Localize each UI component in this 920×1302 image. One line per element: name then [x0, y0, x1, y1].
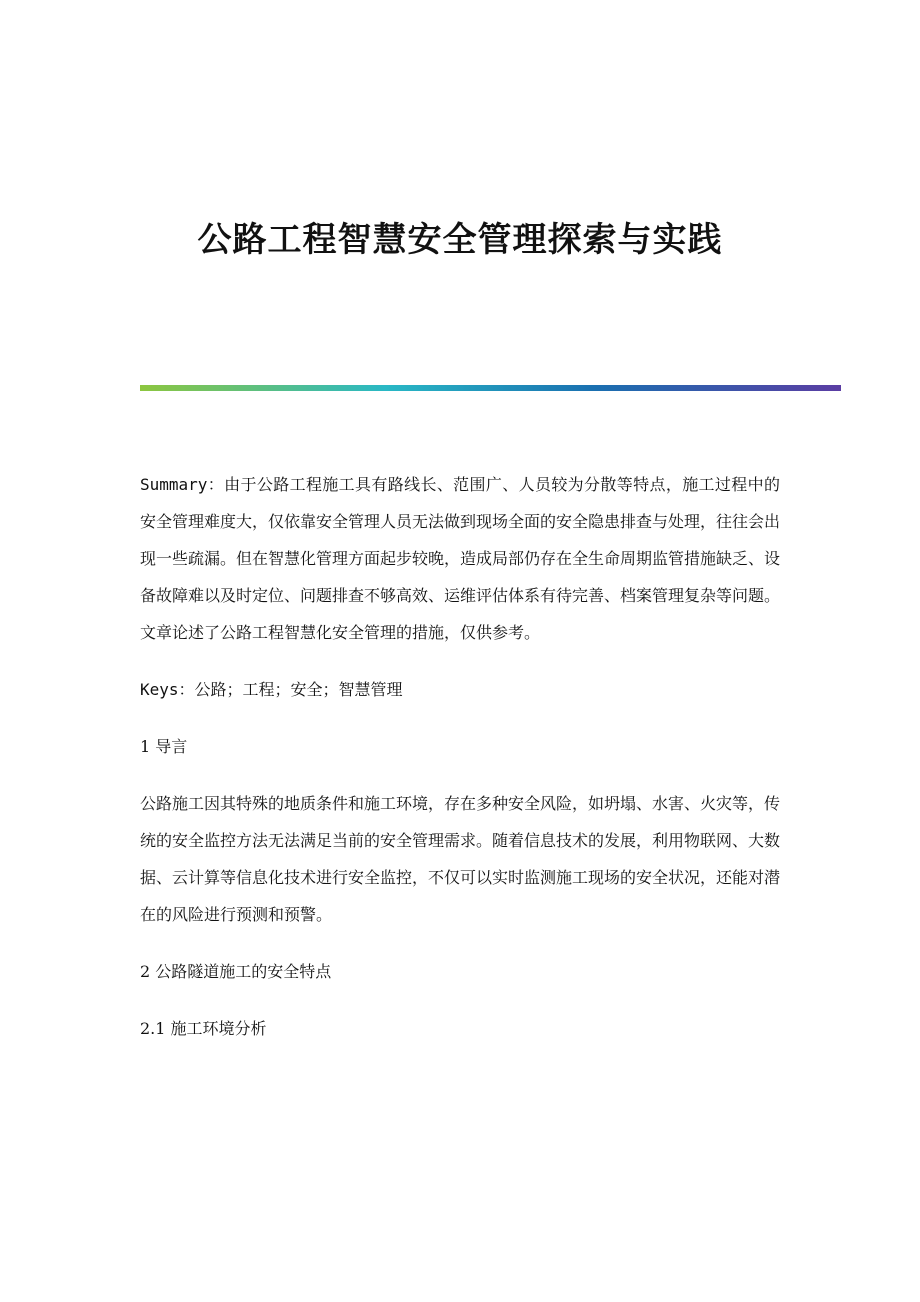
document-title: 公路工程智慧安全管理探索与实践	[197, 220, 723, 260]
section-2-1-heading: 2.1 施工环境分析	[140, 1019, 267, 1038]
keys-paragraph	[140, 671, 780, 708]
gradient-divider	[140, 385, 841, 391]
section-1-paragraph: 公路施工因其特殊的地质条件和施工环境，存在多种安全风险，如坍塌、水害、火灾等，传统的安全监控方法无法满足当前的安全管理需求。随着信息技术的发展，利用物联网、大数据、云计算等信息化技术进行安全监控，不仅可以实时监测施工现场的安全状况，还能对潜在的风险进行预测和预警。	[140, 794, 781, 924]
summary-text: 由于公路工程施工具有路线长、范围广、人员较为分散等特点，施工过程中的安全管理难度大，仅依靠安全管理人员无法做到现场全面的安全隐患排查与处理，往往会出现一些疏漏。但在智慧化管理方面起步较晚，造成局部仍存在全生命周期监管措施缺乏、设备故障难以及时定位、问题排查不够高效、运维评估体系有待完善、档案管理复杂等问题。文章论述了公路工程智慧化安全管理的措施，仅供参考。	[140, 475, 781, 642]
section-1-heading: 1 导言	[140, 737, 188, 756]
keys-text: 公路；工程；安全；智慧管理	[194, 680, 403, 699]
document-body	[140, 466, 780, 1067]
summary-paragraph	[140, 466, 780, 651]
keys-label: Keys：	[140, 680, 195, 699]
section-2-heading: 2 公路隧道施工的安全特点	[140, 962, 332, 981]
summary-label: Summary：	[140, 475, 225, 494]
